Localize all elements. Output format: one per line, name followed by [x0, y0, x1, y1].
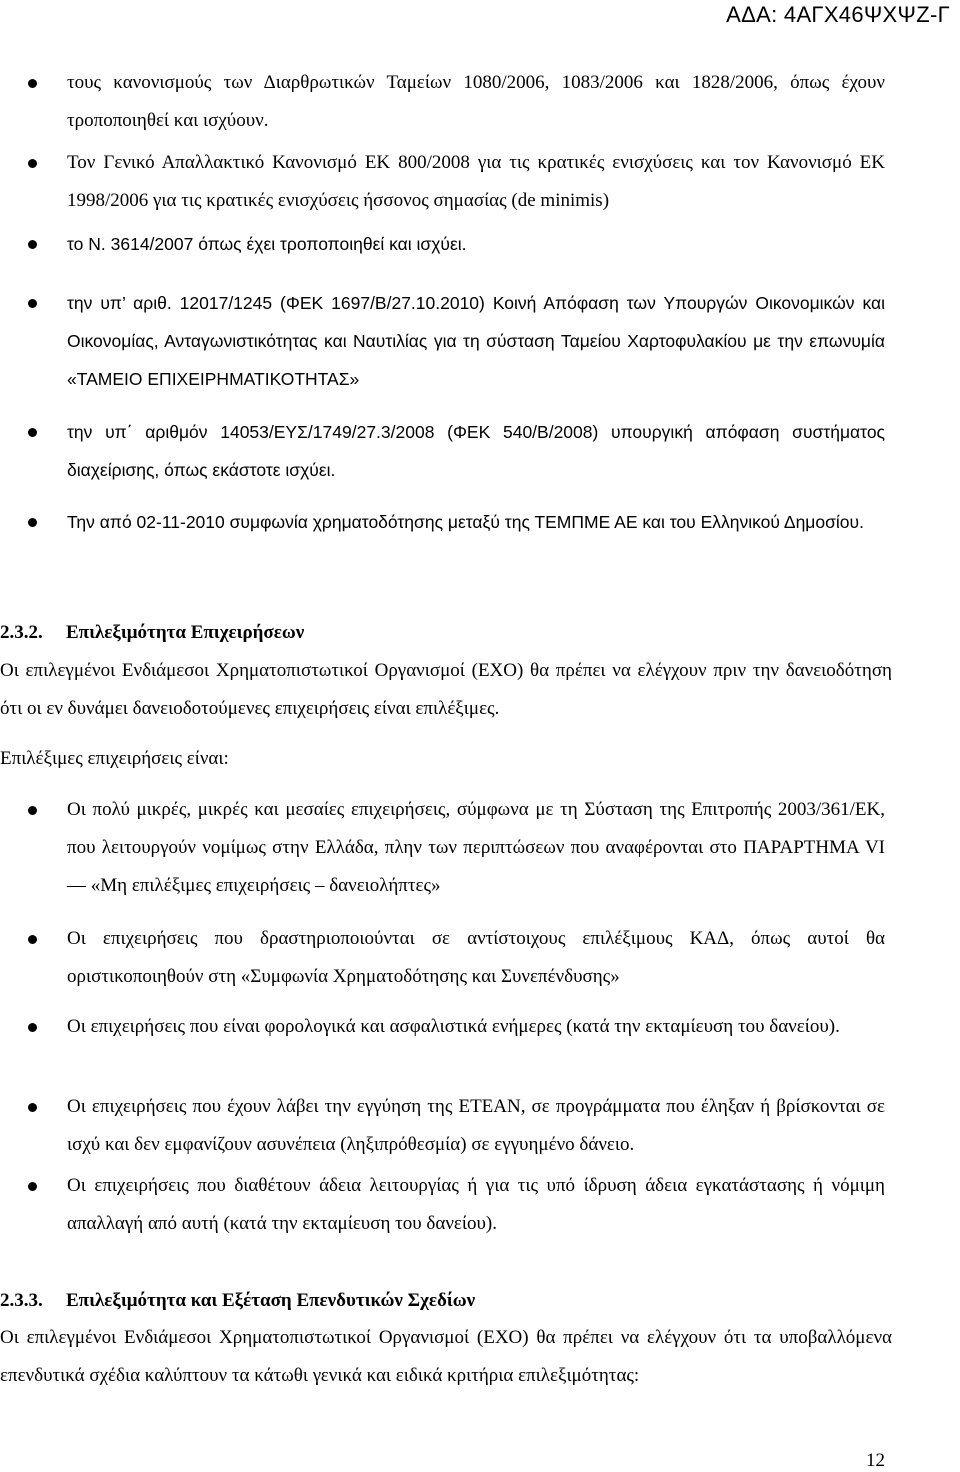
section-number: 2.3.3.	[0, 1290, 43, 1311]
list-item: Οι επιχειρήσεις που διαθέτουν άδεια λειτουργίας ή για τις υπό ίδρυση άδεια εγκατάστασης ή νόμιμη απαλλαγή από αυτή (κατά την εκταμίευση του δανείου).	[67, 1175, 885, 1234]
list-item: Οι πολύ μικρές, μικρές και μεσαίες επιχειρήσεις, σύμφωνα με τη Σύσταση της Επιτροπής 2003/361/ΕΚ, που λειτουργούν νομίμως στην Ελλάδα, πλην των περιπτώσεων που αναφέρονται στο ΠΑΡΑΡΤΗΜΑ VI — «Μη επιλέξιμες επιχειρήσεις – δανειολήπτες»	[67, 799, 885, 896]
ada-code: ΑΔΑ: 4ΑΓΧ46ΨΧΨΖ-Γ	[726, 2, 950, 27]
page-number: 12	[866, 1450, 885, 1471]
bullet-dot	[28, 428, 37, 437]
bullet-dot	[28, 518, 37, 527]
bullet-dot	[28, 79, 37, 88]
section-intro: Οι επιλεγμένοι Ενδιάμεσοι Χρηματοπιστωτικοί Οργανισμοί (ΕΧΟ) θα πρέπει να ελέγχουν ότι τα υποβαλλόμενα επενδυτικά σχέδια καλύπτουν τα κάτωθι γενικά και ειδικά κριτήρια επιλεξιμότητας:	[0, 1327, 892, 1386]
bullet-dot	[28, 806, 37, 815]
eligible-lead: Επιλέξιμες επιχειρήσεις είναι:	[0, 748, 229, 769]
section-heading-233	[0, 1282, 475, 1320]
list-item: το Ν. 3614/2007 όπως έχει τροποποιηθεί και ισχύει.	[67, 234, 467, 254]
list-item: την υπ΄ αριθμόν 14053/ΕΥΣ/1749/27.3/2008 (ΦΕΚ 540/Β/2008) υπουργική απόφαση συστήματος διαχείρισης, όπως εκάστοτε ισχύει.	[67, 422, 885, 480]
section-number: 2.3.2.	[0, 622, 43, 643]
bullet-dot	[28, 240, 37, 249]
list-item: την υπ’ αριθ. 12017/1245 (ΦΕΚ 1697/Β/27.10.2010) Κοινή Απόφαση των Υπουργών Οικονομικών και Οικονομίας, Ανταγωνιστικότητας και Ναυτιλίας για τη σύσταση Ταμείου Χαρτοφυλακίου με την επωνυμία «ΤΑΜΕΙΟ ΕΠΙΧΕΙΡΗΜΑΤΙΚΟΤΗΤΑΣ»	[67, 293, 885, 389]
bullet-dot	[28, 159, 37, 168]
bullet-dot	[28, 935, 37, 944]
list-item: Τον Γενικό Απαλλακτικό Κανονισμό ΕΚ 800/2008 για τις κρατικές ενισχύσεις και τον Κανονισμό ΕΚ 1998/2006 για τις κρατικές ενισχύσεις ήσσονος σημασίας (de minimis)	[67, 152, 885, 211]
list-item: Οι επιχειρήσεις που έχουν λάβει την εγγύηση της ΕΤΕΑΝ, σε προγράμματα που έληξαν ή βρίσκονται σε ισχύ και δεν εμφανίζουν ασυνέπεια (ληξιπρόθεσμία) σε εγγυημένο δάνειο.	[67, 1096, 885, 1155]
list-item: Οι επιχειρήσεις που είναι φορολογικά και ασφαλιστικά ενήμερες (κατά την εκταμίευση του δανείου).	[67, 1016, 840, 1037]
section-heading-232	[0, 614, 304, 652]
bullet-dot	[28, 1182, 37, 1191]
section-title: Επιλεξιμότητα Επιχειρήσεων	[66, 622, 305, 643]
list-item: Οι επιχειρήσεις που δραστηριοποιούνται σε αντίστοιχους επιλέξιμους ΚΑΔ, όπως αυτοί θα οριστικοποιηθούν στη «Συμφωνία Χρηματοδότησης και Συνεπένδυσης»	[67, 928, 885, 987]
bullet-dot	[28, 1103, 37, 1112]
section-title: Επιλεξιμότητα και Εξέταση Επενδυτικών Σχεδίων	[66, 1290, 476, 1311]
bullet-dot	[28, 299, 37, 308]
section-intro: Οι επιλεγμένοι Ενδιάμεσοι Χρηματοπιστωτικοί Οργανισμοί (ΕΧΟ) θα πρέπει να ελέγχουν πριν την δανειοδότηση ότι οι εν δυνάμει δανειοδοτούμενες επιχειρήσεις είναι επιλέξιμες.	[0, 660, 892, 719]
bullet-dot	[28, 1023, 37, 1032]
list-item: τους κανονισμούς των Διαρθρωτικών Ταμείων 1080/2006, 1083/2006 και 1828/2006, όπως έχουν τροποποιηθεί και ισχύουν.	[67, 72, 885, 131]
list-item: Την από 02-11-2010 συμφωνία χρηματοδότησης μεταξύ της ΤΕΜΠΜΕ ΑΕ και του Ελληνικού Δημοσίου.	[67, 512, 864, 532]
